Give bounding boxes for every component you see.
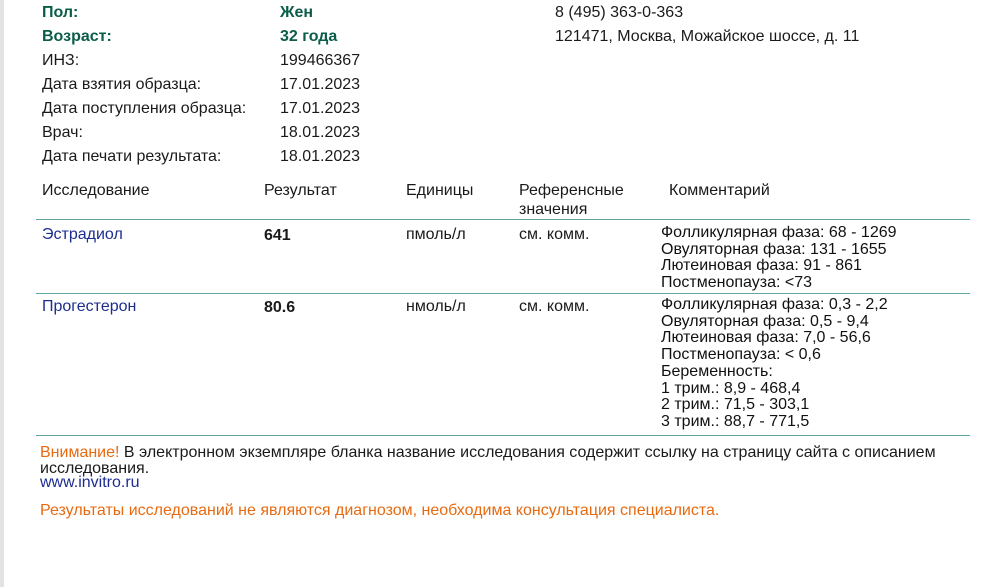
- page-left-edge: [0, 0, 4, 587]
- test-link-progesterone[interactable]: Прогестерон: [42, 298, 137, 315]
- result-estradiol: 641: [264, 227, 291, 244]
- comment-line: 2 трим.: 71,5 - 303,1: [661, 396, 810, 414]
- print-date-label: Дата печати результата:: [42, 148, 222, 165]
- comment-line: Беременность:: [661, 362, 773, 380]
- print-date-value: 18.01.2023: [280, 148, 361, 165]
- header-result: Результат: [264, 182, 337, 199]
- comment-line: Овуляторная фаза: 0,5 - 9,4: [661, 312, 869, 330]
- header-reference-line2: значения: [519, 201, 588, 218]
- notice-line1: [40, 444, 936, 462]
- lab-address: 121471, Москва, Можайское шоссе, д. 11: [555, 28, 860, 45]
- comment-line: Постменопауза: <73: [661, 274, 813, 292]
- sample-taken-label: Дата взятия образца:: [42, 76, 202, 93]
- comment-line: Лютеиновая фаза: 91 - 861: [661, 257, 862, 275]
- header-comment: Комментарий: [669, 182, 770, 199]
- header-reference-line1: Референсные: [519, 182, 624, 199]
- warning-word: Внимание!: [40, 444, 120, 461]
- header-test: Исследование: [42, 182, 150, 199]
- units-estradiol: пмоль/л: [406, 226, 466, 243]
- comment-line: Фолликулярная фаза: 0,3 - 2,2: [661, 296, 888, 313]
- comment-line: Овуляторная фаза: 131 - 1655: [661, 240, 887, 258]
- lab-phone: 8 (495) 363-0-363: [555, 4, 684, 21]
- reference-estradiol: см. комм.: [519, 226, 590, 243]
- disclaimer: Результаты исследований не являются диагнозом, необходима консультация специалиста.: [40, 502, 720, 519]
- header-units: Единицы: [406, 182, 474, 199]
- comment-line: Лютеиновая фаза: 7,0 - 56,6: [661, 329, 871, 347]
- comment-line: 1 трим.: 8,9 - 468,4: [661, 379, 801, 397]
- invitro-link[interactable]: www.invitro.ru: [40, 474, 140, 491]
- table-divider: [36, 219, 970, 220]
- doctor-value: 18.01.2023: [280, 124, 361, 141]
- notice-text: В электронном экземпляре бланка название исследования содержит ссылку на страницу сайта с описанием: [119, 444, 936, 461]
- age-label: Возраст:: [42, 28, 112, 45]
- reference-progesterone: см. комм.: [519, 298, 590, 315]
- table-divider: [36, 293, 970, 294]
- notice-line2: исследования.: [40, 460, 150, 477]
- sex-label: Пол:: [42, 4, 79, 21]
- age-value: 32 года: [280, 28, 338, 45]
- comment-line: 3 трим.: 88,7 - 771,5: [661, 412, 810, 430]
- sample-taken-value: 17.01.2023: [280, 76, 361, 93]
- test-link-estradiol[interactable]: Эстрадиол: [42, 226, 123, 243]
- comment-line: Постменопауза: < 0,6: [661, 346, 821, 364]
- sample-received-label: Дата поступления образца:: [42, 100, 247, 117]
- sample-received-value: 17.01.2023: [280, 100, 361, 117]
- comment-progesterone: [661, 297, 888, 431]
- result-progesterone: 80.6: [264, 299, 296, 316]
- sex-value: Жен: [280, 4, 314, 21]
- comment-estradiol: [661, 225, 897, 292]
- inz-label: ИНЗ:: [42, 52, 80, 69]
- table-divider: [36, 435, 970, 436]
- comment-line: Фолликулярная фаза: 68 - 1269: [661, 224, 897, 241]
- inz-value: 199466367: [280, 52, 361, 69]
- doctor-label: Врач:: [42, 124, 83, 141]
- units-progesterone: нмоль/л: [406, 298, 466, 315]
